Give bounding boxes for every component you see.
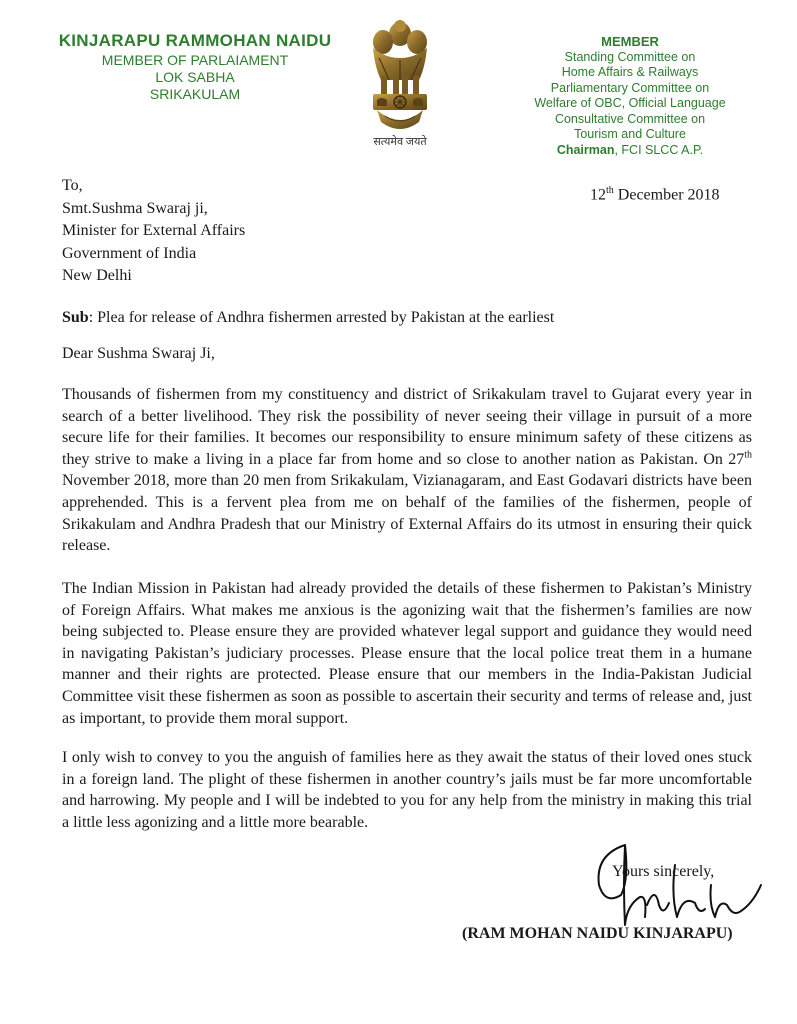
mp-name: KINJARAPU RAMMOHAN NAIDU [58,31,332,50]
national-emblem [352,18,448,158]
mp-house: LOK SABHA [155,69,235,85]
letterhead-right [500,34,760,158]
subject-label: Sub [62,309,89,326]
body-paragraph-1 [62,384,752,557]
address-line: Government of India [62,244,197,262]
chairman-label: Chairman [556,142,615,157]
recipient-address [62,175,245,288]
salutation: Dear Sushma Swaraj Ji, [62,345,215,362]
address-line: Minister for External Affairs [62,222,246,239]
committee-line: Standing Committee on [564,49,696,64]
closing: Yours sincerely, [612,863,715,880]
date-rest: December 2018 [613,186,720,204]
committee-line: Parliamentary Committee on [550,80,710,95]
subject-text: : Plea for release of Andhra fishermen arrested by Pakistan at the earliest [88,309,555,326]
mp-title: MEMBER OF PARLAIAMENT [101,52,289,68]
emblem-motto: सत्यमेव जयते [373,136,427,148]
date-day: 12 [590,186,606,204]
letterhead-left [30,30,360,103]
chairman-line [500,143,760,159]
committee-line: Consultative Committee on [554,111,706,126]
body-paragraph-3: I only wish to convey to you the anguish of families here as they await the status of their loved ones stuck in a foreign land. The plight of these fishermen in another country’s jails must be far more uncomfortable and harrowing. My people and I will be indebted to you for any help from the ministry in making this trial a little less agonizing and a little more bearable. [62,749,752,831]
committee-line: Welfare of OBC, Official Language [534,96,726,110]
body-paragraph-2: The Indian Mission in Pakistan had already provided the details of these fishermen to Pakistan’s Ministry of Foreign Affairs. What makes me anxious is the agonizing wait that the fishermen’s families are now being subjected to. Please ensure they are provided whatever legal support and guidance they would need in navigating Pakistan’s judiciary processes. Please ensure that the local police treat them in a humane manner and their rights are protected. Please ensure that our members in the India-Pakistan Judicial Committee visit these fishermen as soon as possible to ascertain their security and terms of release and, just as important, to provide them moral support. [62,580,752,727]
letter-date [590,185,720,204]
p1-part-b: November 2018, more than 20 men from Srikakulam, Vizianagaram, and East Godavari districts have been apprehended. This is a fervent plea from me on behalf of the families of the fishermen, people of Srikakulam and Andhra Pradesh that our Ministry of External Affairs do its utmost in ensuring their quick release. [62,472,752,555]
chairman-detail: , FCI SLCC A.P. [614,142,704,157]
subject-line [62,309,554,327]
address-line: Smt.Sushma Swaraj ji, [62,199,208,217]
date-suffix: th [606,185,614,196]
member-label: MEMBER [601,34,659,49]
p1-sup: th [744,449,752,461]
signer-name: (RAM MOHAN NAIDU KINJARAPU) [462,925,733,942]
committee-line: Tourism and Culture [574,127,686,141]
address-line: New Delhi [62,267,132,284]
address-to: To, [62,177,83,194]
p1-part-a: Thousands of fishermen from my constituency and district of Srikakulam travel to Gujarat every year in search of a better livelihood. They risk the possibility of never seeing their village in pursuit of a more secure life for their families. It becomes our responsibility to ensure minimum safety of these citizens as they strive to make a living in a place far from home and so close to another nation as Pakistan. On 27 [62,386,752,468]
lion-capital-icon [365,18,435,136]
mp-constituency: SRIKAKULAM [149,86,241,102]
committee-line: Home Affairs & Railways [561,65,699,79]
